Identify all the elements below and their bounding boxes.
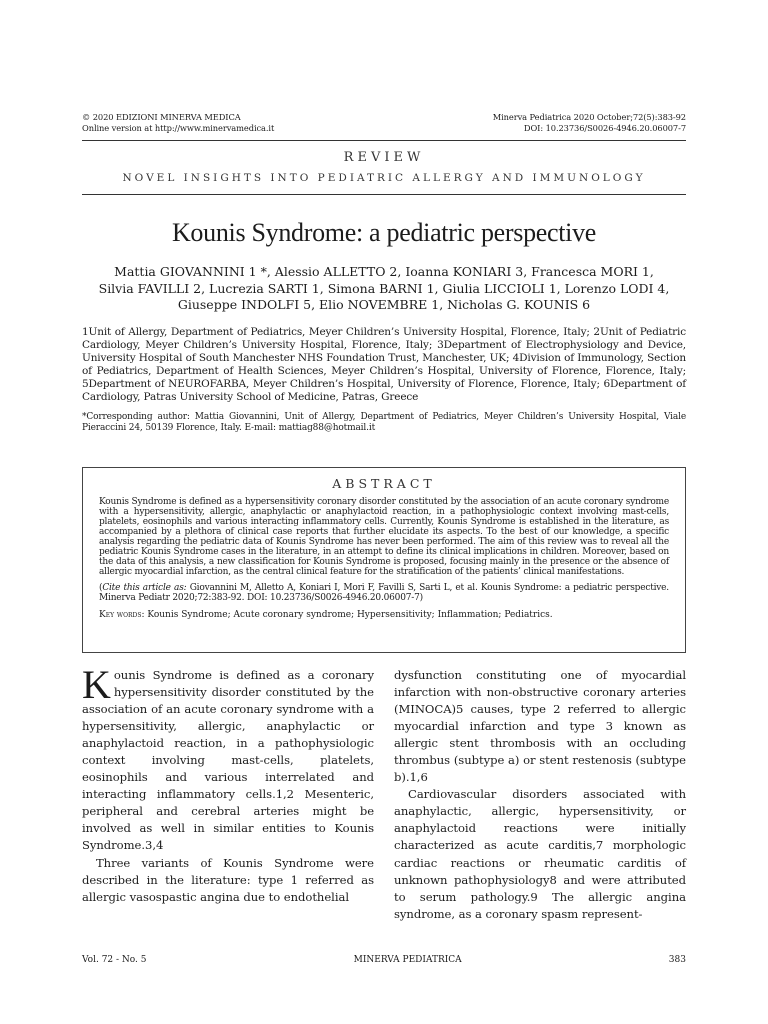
body-column-left <box>82 661 374 904</box>
drop-cap: K <box>82 661 111 707</box>
body-paragraph: Three variants of Kounis Syndrome were described in the literature: type 1 referred as allergic vasospastic angina due to endothelial <box>82 855 374 904</box>
journal-reference: Minerva Pediatrica 2020 October;72(5):383-92 <box>492 112 686 122</box>
subsection-label: NOVEL INSIGHTS INTO PEDIATRIC ALLERGY AND IMMUNOLOGY <box>122 172 646 184</box>
journal-page <box>82 112 686 972</box>
journal-name: MINERVA PEDIATRICA <box>353 955 462 965</box>
header-left <box>82 112 274 134</box>
keywords <box>99 610 669 621</box>
cite-label: Cite this article as: <box>102 582 187 593</box>
keywords-label: Key words: <box>99 609 145 620</box>
page-header <box>82 112 686 134</box>
header-rule <box>82 140 686 141</box>
affiliations: 1Unit of Allergy, Department of Pediatrics, Meyer Children’s University Hospital, Florence, Italy; 2Unit of Pediatric Cardiology, Meyer Children’s University Hospital, Florence, Italy; 3Department of Electrophysiology and Device, University Hospital of South Manchester NHS Foundation Trust, Manchester, UK; 4Division of Immunology, Section of Pediatrics, Department of Health Sciences, Meyer Children’s Hospital, University of Florence, Florence, Italy; 5Department of NEUROFARBA, Meyer Children’s Hospital, University of Florence, Florence, Italy; 6Department of Cardiology, Patras University School of Medicine, Patras, Greece <box>82 325 686 403</box>
online-version-line: Online version at http://www.minervamedica.it <box>82 123 275 133</box>
article-title: Kounis Syndrome: a pediatric perspective <box>171 218 597 247</box>
abstract-text: Kounis Syndrome is defined as a hypersensitivity coronary disorder constituted by the association of an acute coronary syndrome with a hypersensitivity, allergic, anaphylactic or anaphylactoid reaction, in a pathophysiologic context involving mast-cells, platelets, eosinophils and various interacting inflammatory cells. Currently, Kounis Syndrome is established in the literature, as accompanied by a plethora of clinical case reports that further elucidate its aspects. To the best of our knowledge, a specific analysis regarding the pediatric data of Kounis Syndrome has never been performed. The aim of this review was to reveal all the pediatric Kounis Syndrome cases in the literature, in an attempt to define its clinical implications in children. Moreover, based on the data of this analysis, a new classification for Kounis Syndrome is proposed, focusing mainly in the presence or the absence of allergic myocardial infarction, as the central clinical feature for the stratification of the patients’ clinical manifestations. <box>99 496 669 577</box>
page-number: 383 <box>668 955 686 965</box>
cite-text: Giovannini M, Alletto A, Koniari I, Mori F, Favilli S, Sarti L, et al. Kounis Syndrome: a pediatric perspective. Minerva Pediatr 2020;72:383-92. DOI: 10.23736/S0026-4946.20.06007-7) <box>99 582 669 603</box>
body-paragraph: Cardiovascular disorders associated with anaphylactic, allergic, hypersensitivity, or anaphylactoid reactions were initially characterized as acute carditis,7 morphologic cardiac reactions or rheumatic carditis of unknown pathophysiology8 and were attributed to serum pathology.9 The allergic angina syndrome, as a coronary spasm represent- <box>394 787 686 921</box>
volume-issue: Vol. 72 - No. 5 <box>82 955 147 965</box>
body-paragraph: dysfunction constituting one of myocardial infarction with non-obstructive coronary arteries (MINOCA)5 causes, type 2 referred to allergic myocardial infarction and type 3 known as allergic stent thrombosis with an occluding thrombus (subtype a) or stent restenosis (subtype b).1,6 <box>394 667 686 785</box>
header-right <box>493 112 686 134</box>
doi-line: DOI: 10.23736/S0026-4946.20.06007-7 <box>523 123 686 133</box>
section-rule <box>82 194 686 195</box>
author-line: Mattia GIOVANNINI 1 *, Alessio ALLETTO 2, Ioanna KONIARI 3, Francesca MORI 1, <box>114 264 654 279</box>
body-paragraph <box>82 661 374 855</box>
section-label: REVIEW <box>343 150 425 165</box>
keywords-text: Kounis Syndrome; Acute coronary syndrome; Hypersensitivity; Inflammation; Pediatrics. <box>147 609 553 620</box>
copyright-line: © 2020 EDIZIONI MINERVA MEDICA <box>82 112 241 122</box>
corresponding-author: *Corresponding author: Mattia Giovannini, Unit of Allergy, Department of Pediatrics, Meyer Children’s University Hospital, Viale Pieraccini 24, 50139 Florence, Italy. E-mail: mattiag88@hotmail.it <box>82 411 686 433</box>
author-list <box>82 264 686 314</box>
body-column-right <box>394 667 686 921</box>
abstract-box <box>82 467 686 653</box>
author-line: Giuseppe INDOLFI 5, Elio NOVEMBRE 1, Nicholas G. KOUNIS 6 <box>177 297 591 312</box>
paragraph-text: ounis Syndrome is defined as a coronary hypersensitivity disorder constituted by the association of an acute coronary syndrome with a hypersensitivity, allergic, anaphylactic or anaphylactoid reaction, in a pathophysiologic context involving mast-cells, platelets, eosinophils and various interrelated and interacting inflammatory cells.1,2 Mesenteric, peripheral and cerebral arteries might be involved as well in similar entities to Kounis Syndrome.3,4 <box>82 667 374 853</box>
cite-this-article: (Cite this article as: Giovannini M, Alletto A, Koniari I, Mori F, Favilli S, Sarti L, et al. Kounis Syndrome: a pediatric perspective. Minerva Pediatr 2020;72:383-92. DOI: 10.23736/S0026-4946.20.06007-7) <box>99 582 669 603</box>
page-footer <box>82 955 686 965</box>
body-columns <box>82 661 686 921</box>
abstract-heading: ABSTRACT <box>332 475 436 491</box>
author-line: Silvia FAVILLI 2, Lucrezia SARTI 1, Simona BARNI 1, Giulia LICCIOLI 1, Lorenzo LODI 4, <box>98 280 670 296</box>
